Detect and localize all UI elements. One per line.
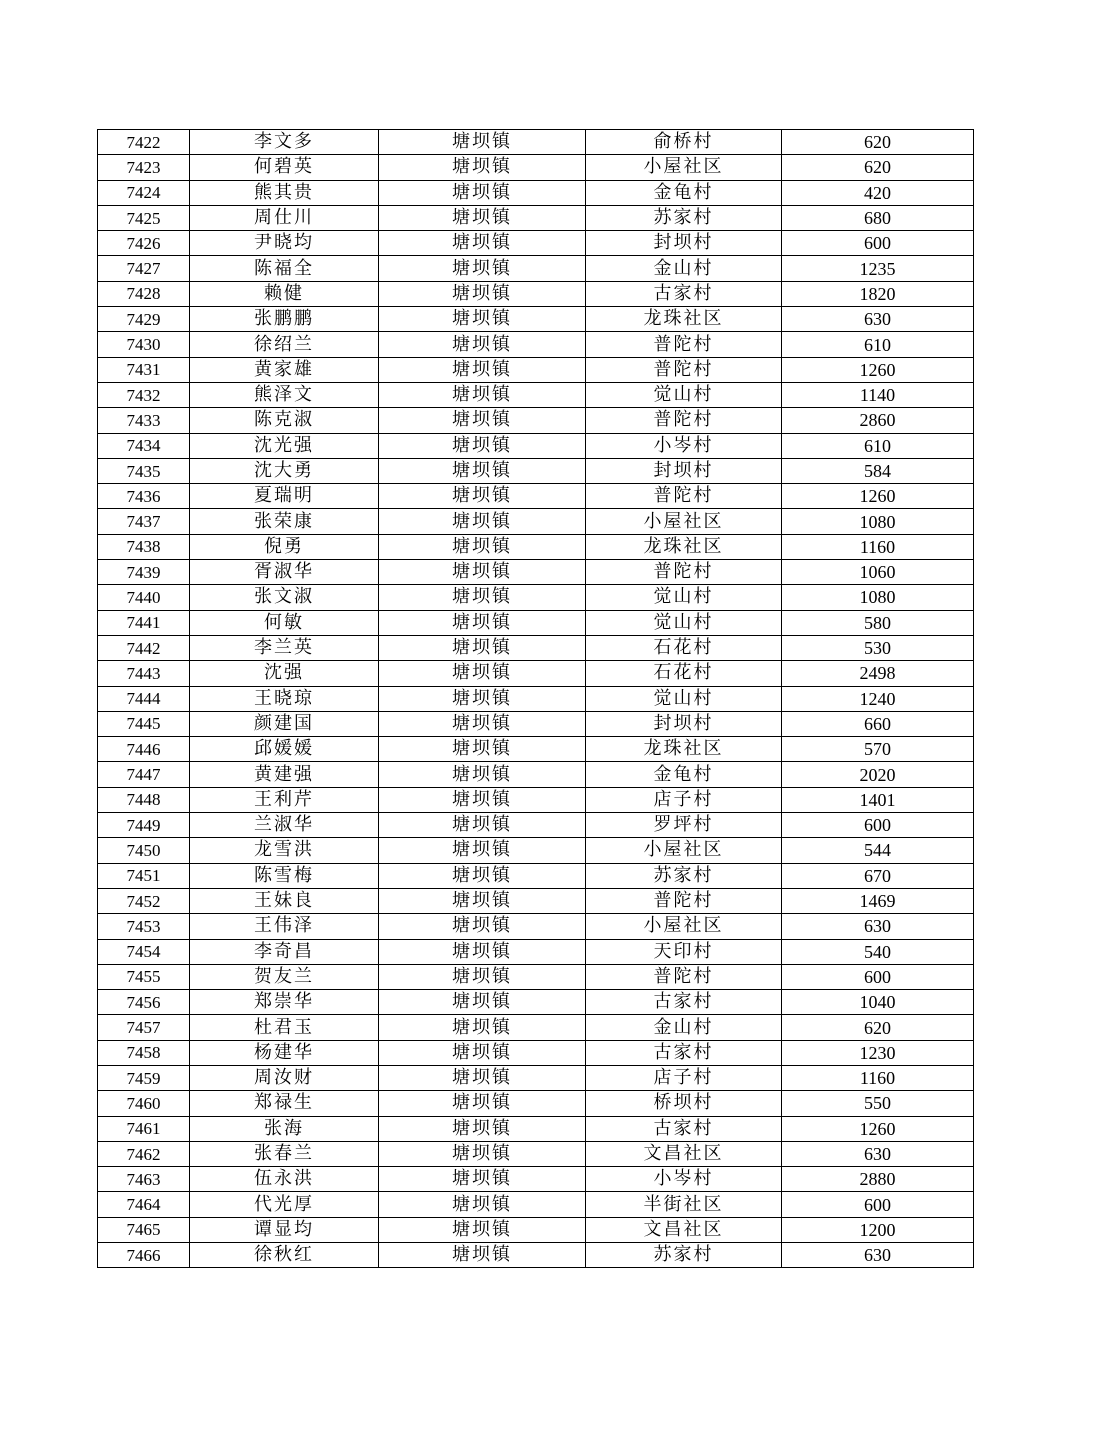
table-row [98,1091,974,1116]
cell-amount: 670 [782,863,974,888]
cell-person-name: 沈光强 [190,433,379,458]
cell-amount: 2498 [782,661,974,686]
table-row [98,1116,974,1141]
cell-person-name: 黄家雄 [190,357,379,382]
table-row [98,433,974,458]
cell-village: 苏家村 [586,205,782,230]
cell-village: 普陀村 [586,888,782,913]
cell-town: 塘坝镇 [379,458,586,483]
cell-person-name: 陈福全 [190,256,379,281]
cell-person-name: 陈克淑 [190,408,379,433]
cell-person-name: 王伟泽 [190,914,379,939]
cell-town: 塘坝镇 [379,1040,586,1065]
cell-village: 小屋社区 [586,914,782,939]
table-row [98,686,974,711]
cell-person-name: 王晓琼 [190,686,379,711]
cell-person-name: 夏瑞明 [190,484,379,509]
cell-amount: 2020 [782,762,974,787]
cell-village: 觉山村 [586,382,782,407]
table-row [98,737,974,762]
table-row [98,1192,974,1217]
cell-town: 塘坝镇 [379,1116,586,1141]
cell-serial-number: 7451 [98,863,190,888]
cell-person-name: 熊泽文 [190,382,379,407]
cell-serial-number: 7454 [98,939,190,964]
table-row [98,661,974,686]
cell-serial-number: 7427 [98,256,190,281]
cell-town: 塘坝镇 [379,914,586,939]
cell-serial-number: 7453 [98,914,190,939]
cell-person-name: 胥淑华 [190,560,379,585]
cell-amount: 660 [782,711,974,736]
cell-town: 塘坝镇 [379,484,586,509]
cell-amount: 1230 [782,1040,974,1065]
cell-town: 塘坝镇 [379,180,586,205]
table-row [98,1243,974,1268]
table-row [98,964,974,989]
cell-serial-number: 7465 [98,1217,190,1242]
cell-town: 塘坝镇 [379,1141,586,1166]
cell-amount: 1080 [782,509,974,534]
cell-person-name: 熊其贵 [190,180,379,205]
cell-village: 金龟村 [586,762,782,787]
cell-serial-number: 7441 [98,610,190,635]
cell-amount: 580 [782,610,974,635]
cell-village: 龙珠社区 [586,307,782,332]
table-row [98,130,974,155]
cell-amount: 600 [782,1192,974,1217]
cell-amount: 1140 [782,382,974,407]
cell-village: 普陀村 [586,964,782,989]
cell-serial-number: 7442 [98,635,190,660]
table-row [98,990,974,1015]
cell-serial-number: 7428 [98,281,190,306]
cell-person-name: 郑崇华 [190,990,379,1015]
cell-serial-number: 7452 [98,888,190,913]
cell-town: 塘坝镇 [379,1015,586,1040]
cell-village: 小岑村 [586,1167,782,1192]
cell-town: 塘坝镇 [379,888,586,913]
cell-town: 塘坝镇 [379,1217,586,1242]
cell-amount: 630 [782,1141,974,1166]
cell-serial-number: 7449 [98,813,190,838]
cell-amount: 584 [782,458,974,483]
table-row [98,914,974,939]
cell-amount: 1160 [782,534,974,559]
cell-person-name: 张荣康 [190,509,379,534]
cell-town: 塘坝镇 [379,939,586,964]
cell-person-name: 倪勇 [190,534,379,559]
cell-town: 塘坝镇 [379,332,586,357]
cell-amount: 1240 [782,686,974,711]
cell-amount: 600 [782,964,974,989]
cell-person-name: 张文淑 [190,585,379,610]
cell-town: 塘坝镇 [379,585,586,610]
cell-village: 店子村 [586,1065,782,1090]
cell-serial-number: 7422 [98,130,190,155]
cell-town: 塘坝镇 [379,1091,586,1116]
cell-village: 普陀村 [586,357,782,382]
cell-serial-number: 7433 [98,408,190,433]
cell-village: 古家村 [586,281,782,306]
cell-town: 塘坝镇 [379,509,586,534]
cell-serial-number: 7463 [98,1167,190,1192]
cell-serial-number: 7425 [98,205,190,230]
table-row [98,357,974,382]
cell-amount: 530 [782,635,974,660]
cell-person-name: 龙雪洪 [190,838,379,863]
table-row [98,585,974,610]
table-row [98,610,974,635]
cell-village: 龙珠社区 [586,534,782,559]
cell-village: 石花村 [586,661,782,686]
cell-serial-number: 7457 [98,1015,190,1040]
cell-person-name: 兰淑华 [190,813,379,838]
cell-person-name: 沈大勇 [190,458,379,483]
cell-town: 塘坝镇 [379,307,586,332]
cell-amount: 610 [782,433,974,458]
cell-serial-number: 7435 [98,458,190,483]
cell-amount: 1469 [782,888,974,913]
cell-serial-number: 7437 [98,509,190,534]
cell-village: 小屋社区 [586,509,782,534]
cell-amount: 600 [782,813,974,838]
cell-person-name: 张春兰 [190,1141,379,1166]
roster-table-body [98,130,974,1268]
table-row [98,888,974,913]
cell-serial-number: 7436 [98,484,190,509]
cell-town: 塘坝镇 [379,357,586,382]
cell-village: 半街社区 [586,1192,782,1217]
cell-town: 塘坝镇 [379,964,586,989]
cell-town: 塘坝镇 [379,382,586,407]
cell-town: 塘坝镇 [379,155,586,180]
cell-serial-number: 7458 [98,1040,190,1065]
cell-person-name: 周汝财 [190,1065,379,1090]
cell-serial-number: 7459 [98,1065,190,1090]
cell-serial-number: 7431 [98,357,190,382]
table-row [98,155,974,180]
cell-amount: 1060 [782,560,974,585]
cell-amount: 570 [782,737,974,762]
cell-town: 塘坝镇 [379,281,586,306]
cell-person-name: 杜君玉 [190,1015,379,1040]
cell-person-name: 邱媛媛 [190,737,379,762]
table-row [98,1040,974,1065]
cell-town: 塘坝镇 [379,231,586,256]
cell-village: 金龟村 [586,180,782,205]
cell-person-name: 徐秋红 [190,1243,379,1268]
cell-village: 古家村 [586,990,782,1015]
cell-person-name: 赖健 [190,281,379,306]
table-row [98,1015,974,1040]
cell-amount: 550 [782,1091,974,1116]
table-row [98,408,974,433]
table-row [98,939,974,964]
cell-village: 苏家村 [586,863,782,888]
table-row [98,281,974,306]
cell-amount: 630 [782,914,974,939]
cell-serial-number: 7424 [98,180,190,205]
table-row [98,458,974,483]
cell-serial-number: 7443 [98,661,190,686]
cell-serial-number: 7462 [98,1141,190,1166]
cell-village: 普陀村 [586,560,782,585]
cell-village: 文昌社区 [586,1217,782,1242]
table-row [98,863,974,888]
cell-person-name: 李兰英 [190,635,379,660]
cell-town: 塘坝镇 [379,560,586,585]
cell-village: 小屋社区 [586,155,782,180]
cell-person-name: 颜建国 [190,711,379,736]
cell-serial-number: 7439 [98,560,190,585]
cell-village: 龙珠社区 [586,737,782,762]
cell-village: 天印村 [586,939,782,964]
cell-serial-number: 7448 [98,787,190,812]
table-row [98,1065,974,1090]
cell-town: 塘坝镇 [379,813,586,838]
cell-person-name: 何碧英 [190,155,379,180]
cell-village: 石花村 [586,635,782,660]
cell-town: 塘坝镇 [379,863,586,888]
table-row [98,509,974,534]
cell-town: 塘坝镇 [379,762,586,787]
cell-amount: 1260 [782,484,974,509]
table-row [98,382,974,407]
cell-town: 塘坝镇 [379,1243,586,1268]
cell-amount: 630 [782,307,974,332]
cell-serial-number: 7464 [98,1192,190,1217]
cell-person-name: 王妹良 [190,888,379,913]
cell-town: 塘坝镇 [379,130,586,155]
cell-village: 觉山村 [586,686,782,711]
table-row [98,484,974,509]
cell-town: 塘坝镇 [379,433,586,458]
cell-person-name: 郑禄生 [190,1091,379,1116]
table-row [98,1217,974,1242]
cell-serial-number: 7456 [98,990,190,1015]
cell-amount: 1260 [782,357,974,382]
cell-town: 塘坝镇 [379,256,586,281]
cell-village: 店子村 [586,787,782,812]
cell-amount: 620 [782,155,974,180]
cell-person-name: 张鹏鹏 [190,307,379,332]
cell-serial-number: 7426 [98,231,190,256]
cell-amount: 1040 [782,990,974,1015]
cell-town: 塘坝镇 [379,737,586,762]
cell-person-name: 尹晓均 [190,231,379,256]
table-row [98,180,974,205]
cell-town: 塘坝镇 [379,534,586,559]
cell-amount: 544 [782,838,974,863]
cell-village: 小岑村 [586,433,782,458]
cell-town: 塘坝镇 [379,610,586,635]
cell-amount: 540 [782,939,974,964]
table-row [98,838,974,863]
cell-town: 塘坝镇 [379,408,586,433]
cell-amount: 1260 [782,1116,974,1141]
cell-person-name: 黄建强 [190,762,379,787]
cell-person-name: 伍永洪 [190,1167,379,1192]
cell-village: 觉山村 [586,585,782,610]
cell-person-name: 周仕川 [190,205,379,230]
table-row [98,635,974,660]
cell-person-name: 陈雪梅 [190,863,379,888]
cell-amount: 1160 [782,1065,974,1090]
cell-town: 塘坝镇 [379,990,586,1015]
cell-serial-number: 7450 [98,838,190,863]
cell-village: 小屋社区 [586,838,782,863]
cell-town: 塘坝镇 [379,711,586,736]
cell-amount: 2860 [782,408,974,433]
table-row [98,231,974,256]
cell-amount: 1820 [782,281,974,306]
cell-serial-number: 7444 [98,686,190,711]
cell-serial-number: 7434 [98,433,190,458]
cell-amount: 680 [782,205,974,230]
cell-amount: 1080 [782,585,974,610]
roster-table [97,129,974,1268]
table-row [98,787,974,812]
cell-amount: 2880 [782,1167,974,1192]
cell-person-name: 李文多 [190,130,379,155]
cell-serial-number: 7438 [98,534,190,559]
cell-person-name: 何敏 [190,610,379,635]
cell-serial-number: 7429 [98,307,190,332]
table-row [98,205,974,230]
cell-amount: 620 [782,130,974,155]
cell-town: 塘坝镇 [379,686,586,711]
cell-serial-number: 7423 [98,155,190,180]
cell-town: 塘坝镇 [379,1167,586,1192]
cell-serial-number: 7460 [98,1091,190,1116]
cell-person-name: 张海 [190,1116,379,1141]
cell-serial-number: 7455 [98,964,190,989]
cell-town: 塘坝镇 [379,635,586,660]
table-row [98,1141,974,1166]
table-row [98,332,974,357]
cell-town: 塘坝镇 [379,661,586,686]
cell-amount: 1235 [782,256,974,281]
cell-town: 塘坝镇 [379,1065,586,1090]
cell-village: 古家村 [586,1040,782,1065]
cell-amount: 610 [782,332,974,357]
cell-serial-number: 7447 [98,762,190,787]
cell-village: 普陀村 [586,484,782,509]
cell-person-name: 代光厚 [190,1192,379,1217]
cell-serial-number: 7466 [98,1243,190,1268]
cell-amount: 1401 [782,787,974,812]
cell-amount: 630 [782,1243,974,1268]
cell-amount: 620 [782,1015,974,1040]
cell-serial-number: 7446 [98,737,190,762]
cell-town: 塘坝镇 [379,787,586,812]
cell-serial-number: 7440 [98,585,190,610]
cell-village: 封坝村 [586,711,782,736]
cell-serial-number: 7461 [98,1116,190,1141]
cell-amount: 600 [782,231,974,256]
cell-town: 塘坝镇 [379,838,586,863]
cell-person-name: 李奇昌 [190,939,379,964]
cell-person-name: 王利芹 [190,787,379,812]
cell-village: 苏家村 [586,1243,782,1268]
cell-village: 文昌社区 [586,1141,782,1166]
cell-village: 罗坪村 [586,813,782,838]
cell-serial-number: 7432 [98,382,190,407]
table-row [98,711,974,736]
cell-village: 觉山村 [586,610,782,635]
cell-town: 塘坝镇 [379,205,586,230]
cell-village: 古家村 [586,1116,782,1141]
cell-person-name: 杨建华 [190,1040,379,1065]
table-row [98,534,974,559]
cell-village: 金山村 [586,256,782,281]
cell-village: 普陀村 [586,332,782,357]
table-row [98,1167,974,1192]
table-row [98,307,974,332]
table-row [98,813,974,838]
cell-person-name: 贺友兰 [190,964,379,989]
cell-serial-number: 7430 [98,332,190,357]
cell-person-name: 沈强 [190,661,379,686]
cell-village: 桥坝村 [586,1091,782,1116]
cell-village: 俞桥村 [586,130,782,155]
table-row [98,762,974,787]
cell-village: 普陀村 [586,408,782,433]
cell-village: 金山村 [586,1015,782,1040]
cell-village: 封坝村 [586,458,782,483]
cell-person-name: 徐绍兰 [190,332,379,357]
cell-town: 塘坝镇 [379,1192,586,1217]
cell-person-name: 谭显均 [190,1217,379,1242]
cell-serial-number: 7445 [98,711,190,736]
cell-village: 封坝村 [586,231,782,256]
cell-amount: 1200 [782,1217,974,1242]
table-row [98,560,974,585]
cell-amount: 420 [782,180,974,205]
table-row [98,256,974,281]
